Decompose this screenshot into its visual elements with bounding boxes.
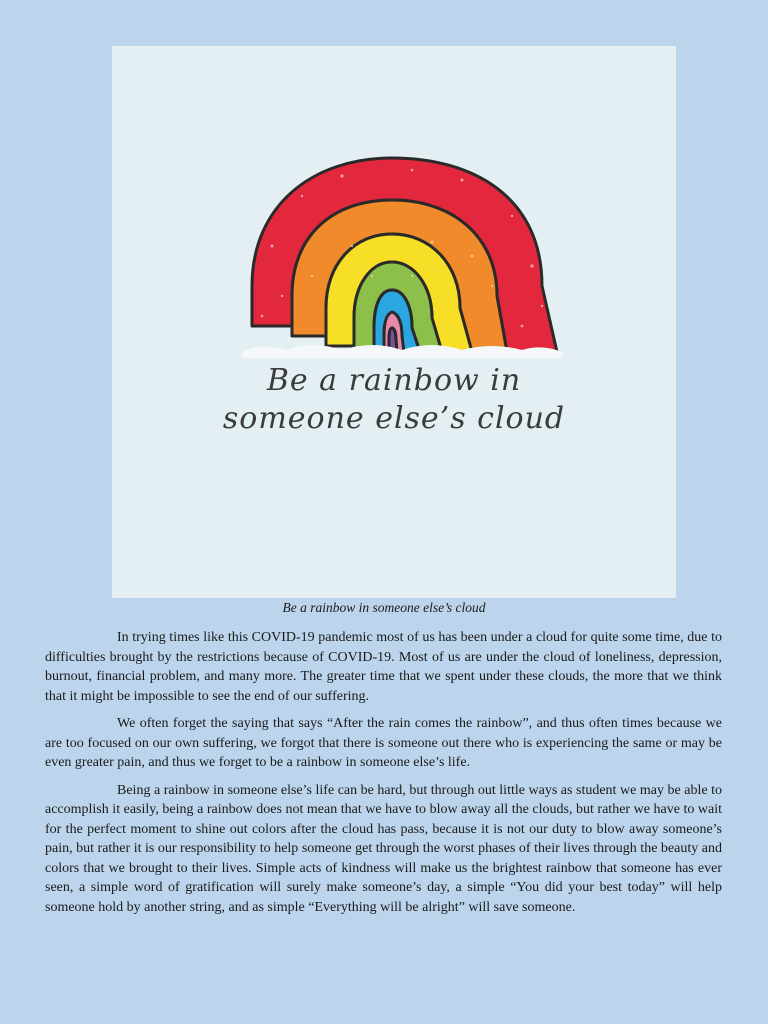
paragraph-3: Being a rainbow in someone else’s life can be hard, but through out little ways as student we may be able to accomplish it easily, being a rainbow does not mean that we have to blow away all the clouds, but rather we have to wait for the perfect moment to shine out colors after the cloud has pass, because it is not our duty to blow away someone’s pain, but rather it is our responsibility to help someone get through the worst phases of their lives through the beauty and colors that we brought to their lives. Simple acts of kindness will make us the brightest rainbow that someone has ever seen, a simple word of gratification will surely make someone’s day, a simple “You did your best today” will help someone hold by another string, and as simple “Everything will be alright” will save someone. — [45, 782, 722, 915]
rainbow-illustration — [112, 46, 676, 598]
headline-line-2: someone else’s cloud — [222, 401, 566, 436]
rainbow-graphic — [112, 46, 676, 598]
headline-line-1: Be a rainbow in — [266, 363, 522, 398]
article-body — [45, 628, 722, 925]
paragraph-2: We often forget the saying that says “After the rain comes the rainbow”, and thus often times because we are too focused on our own suffering, we forgot that there is someone out there who is experiencing the same or may be even greater pain, and thus we forget to be a rainbow in someone else’s life. — [45, 716, 722, 770]
figure-caption: Be a rainbow in someone else’s cloud — [282, 600, 486, 615]
paragraph-1: In trying times like this COVID-19 pandemic most of us has been under a cloud for quite some time, due to difficulties brought by the restrictions because of COVID-19. Most of us are under the cloud of loneliness, depression, burnout, financial problem, and many more. The greater time that we spent under these clouds, the more that we think that it might be impossible to see the end of our suffering. — [45, 630, 722, 704]
